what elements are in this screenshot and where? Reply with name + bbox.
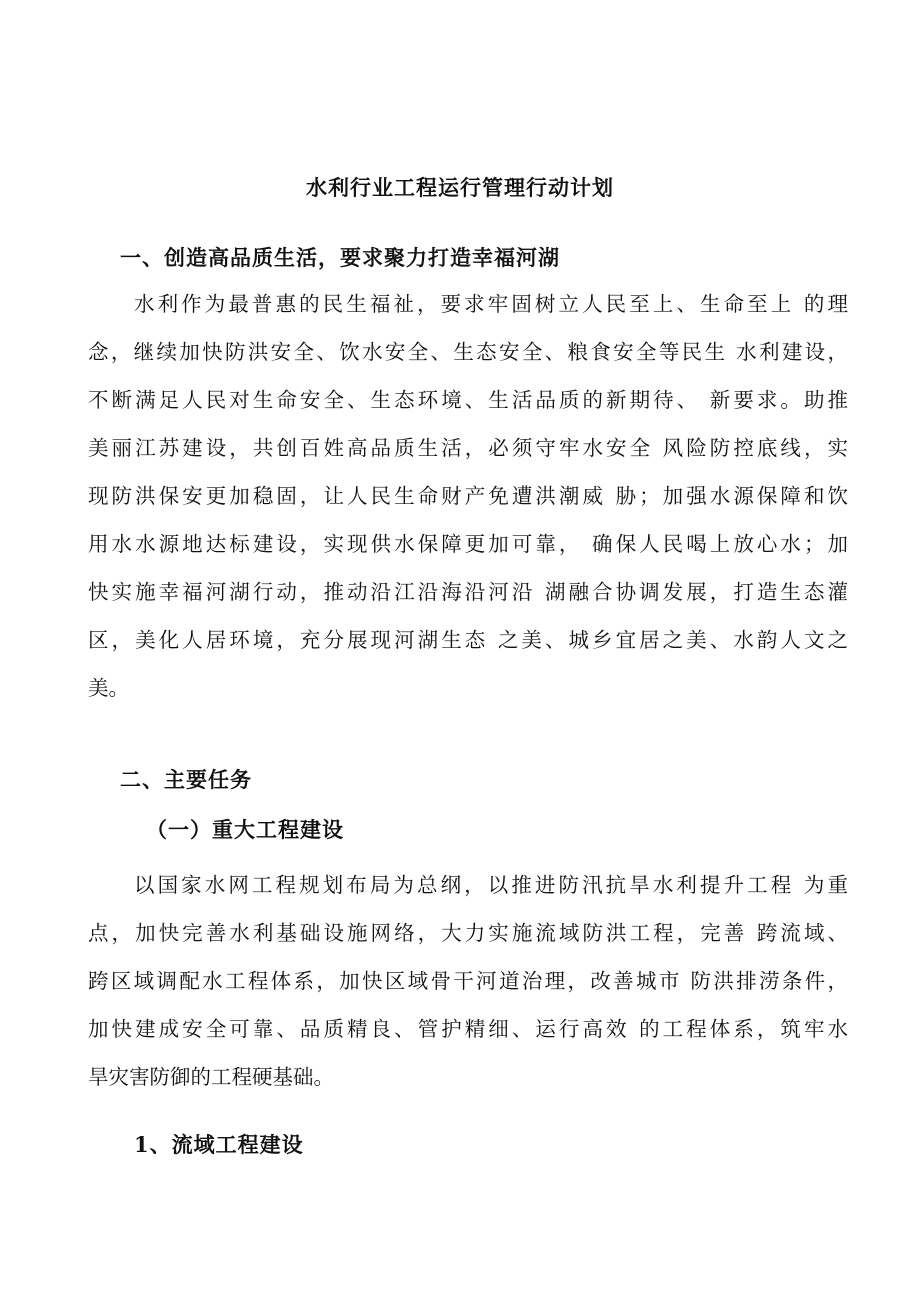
paragraph-line: 点，加快完善水利基础设施网络，大力实施流域防洪工程，完善 跨流域、 — [88, 921, 848, 945]
paragraph-line: 以国家水网工程规划布局为总纲，以推进防汛抗旱水利提升工程 为重 — [134, 873, 848, 897]
paragraph-line: 用水水源地达标建设，实现供水保障更加可靠， 确保人民喝上放心水；加 — [88, 532, 848, 556]
paragraph-line: 旱灾害防御的工程硬基础。 — [88, 1065, 334, 1089]
paragraph-line: 跨区域调配水工程体系，加快区域骨干河道治理，改善城市 防洪排涝条件， — [88, 969, 848, 993]
paragraph-line: 加快建成安全可靠、品质精良、管护精细、运行高效 的工程体系，筑牢水 — [88, 1017, 848, 1041]
paragraph-line: 念，继续加快防洪安全、饮水安全、生态安全、粮食安全等民生 水利建设， — [88, 340, 848, 364]
paragraph-line: 不断满足人民对生命安全、生态环境、生活品质的新期待、 新要求。助推 — [88, 388, 848, 412]
paragraph-line: 美。 — [88, 676, 129, 700]
paragraph-line: 快实施幸福河湖行动，推动沿江沿海沿河沿 湖融合协调发展，打造生态灌 — [88, 580, 848, 604]
paragraph-line: 水利作为最普惠的民生福祉，要求牢固树立人民至上、生命至上 的理 — [134, 292, 848, 316]
paragraph-line: 区，美化人居环境，充分展现河湖生态 之美、城乡宜居之美、水韵人文之 — [88, 628, 848, 652]
paragraph-line: 现防洪保安更加稳固，让人民生命财产免遭洪潮威 胁；加强水源保障和饮 — [88, 484, 848, 508]
subsection-1-paragraph — [88, 861, 848, 1101]
paragraph-line: 美丽江苏建设，共创百姓高品质生活，必须守牢水安全 风险防控底线，实 — [88, 436, 848, 460]
document-title: 水利行业工程运行管理行动计划 — [306, 175, 614, 200]
section-1-heading: 一、创造高品质生活，要求聚力打造幸福河湖 — [120, 245, 560, 270]
section-1-paragraph — [88, 280, 848, 712]
section-2-heading: 二、主要任务 — [120, 767, 252, 792]
item-1-heading: 1、流域工程建设 — [134, 1132, 304, 1157]
subsection-1-heading: （一）重大工程建设 — [146, 817, 344, 842]
